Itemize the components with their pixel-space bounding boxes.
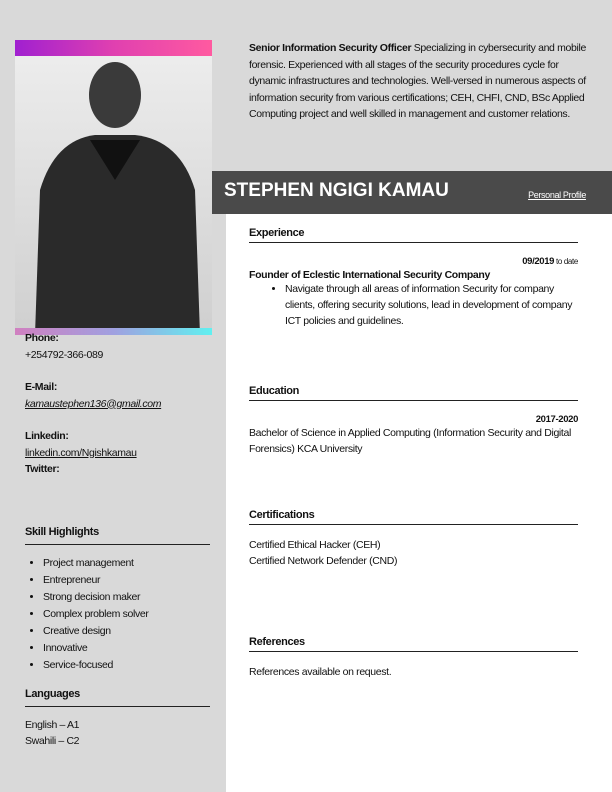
experience-date-value: 09/2019 [522,256,555,267]
experience-section [249,227,578,329]
skill-item: • Service-focused [43,657,210,674]
full-name: STEPHEN NGIGI KAMAU [224,180,449,201]
certification-item: Certified Network Defender (CND) [249,555,398,567]
skill-item: • Complex problem solver [43,606,210,623]
summary-title: Senior Information Security Officer [249,42,412,54]
education-date: 2017-2020 [535,414,578,425]
certifications-section [249,509,578,569]
references-heading: References [249,636,578,652]
skills-section [25,524,210,674]
contact-section [25,330,210,478]
email-label: E-Mail: [25,381,57,393]
experience-role: Founder of Eclestic International Security Company [249,269,490,281]
education-text: Bachelor of Science in Applied Computing (Information Security and Digital Forensics) KCA University [249,427,571,455]
languages-heading: Languages [25,686,210,707]
phone-label: Phone: [25,332,59,344]
references-text: References available on request. [249,666,392,678]
phone-value: +254792-366-089 [25,348,103,361]
references-section [249,636,578,680]
experience-bullet: • Navigate through all areas of information Security for company clients, offering security solutions, lead in development of company ICT policies and guidelines. [285,281,578,329]
twitter-label: Twitter: [25,463,60,475]
experience-date-suffix: to date [554,257,578,266]
skill-item: • Creative design [43,623,210,640]
education-heading: Education [249,385,578,401]
language-item: English – A1 [25,718,80,731]
language-item: Swahili – C2 [25,735,80,747]
education-section [249,385,578,457]
personal-profile-link[interactable]: Personal Profile [528,190,586,200]
name-banner [212,171,612,214]
experience-date [249,256,578,267]
linkedin-link[interactable]: linkedin.com/Ngishkamau [25,446,137,459]
experience-heading: Experience [249,227,578,243]
certifications-heading: Certifications [249,509,578,525]
email-link[interactable]: kamaustephen136@gmail.com [25,397,162,410]
linkedin-label: Linkedin: [25,430,69,442]
certification-item: Certified Ethical Hacker (CEH) [249,539,381,551]
summary-text: Specializing in cybersecurity and mobile forensic. Experienced with all stages of the security procedures cycle for dynamic infrastructures and technologies. Well-versed in numerous aspects of information security from various certifications; CEH, CHFI, CND, BSc Applied Computing project and well skilled in management and customer relations. [249,42,586,120]
skill-item: • Innovative [43,640,210,657]
profile-summary [249,40,589,123]
profile-photo [15,40,212,335]
skill-item: • Strong decision maker [43,589,210,606]
languages-section [25,686,210,750]
person-silhouette-icon [15,40,212,335]
skill-item: • Entrepreneur [43,572,210,589]
skills-heading: Skill Highlights [25,524,210,545]
skill-item: • Project management [43,555,210,572]
